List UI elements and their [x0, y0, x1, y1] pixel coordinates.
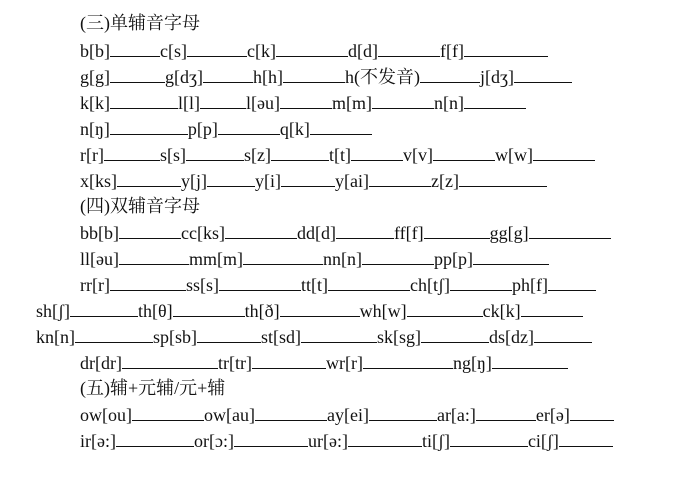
answer-blank[interactable]	[186, 144, 244, 161]
answer-blank[interactable]	[378, 40, 440, 57]
answer-blank[interactable]	[450, 274, 512, 291]
item: ir[ə:]	[80, 431, 116, 451]
answer-blank[interactable]	[173, 300, 245, 317]
answer-blank[interactable]	[75, 326, 153, 343]
row-5	[80, 144, 595, 166]
item: ch[tʃ]	[410, 275, 450, 295]
answer-blank[interactable]	[336, 222, 394, 239]
item: sp[sb]	[153, 327, 197, 347]
item: ll[əu]	[80, 249, 119, 269]
item: g[g]	[80, 67, 110, 87]
row-1	[80, 40, 548, 62]
item: ow[ou]	[80, 405, 132, 425]
answer-blank[interactable]	[104, 144, 160, 161]
answer-blank[interactable]	[225, 222, 297, 239]
row-8	[80, 248, 549, 270]
answer-blank[interactable]	[283, 66, 345, 83]
answer-blank[interactable]	[243, 248, 323, 265]
item: or[ɔ:]	[193, 431, 234, 451]
answer-blank[interactable]	[203, 66, 253, 83]
answer-blank[interactable]	[119, 248, 189, 265]
item: h(不发音)	[344, 67, 420, 87]
answer-blank[interactable]	[281, 170, 335, 187]
section-heading-consonant-vowel-combos: (五)辅+元辅/元+辅	[80, 378, 226, 398]
item: k[k]	[80, 93, 110, 113]
item: ow[au]	[204, 405, 255, 425]
item: c[k]	[246, 41, 276, 61]
answer-blank[interactable]	[280, 92, 332, 109]
item: ng[ŋ]	[452, 353, 492, 373]
answer-blank[interactable]	[362, 248, 434, 265]
answer-blank[interactable]	[421, 326, 489, 343]
section-heading-single-consonants: (三)单辅音字母	[80, 13, 200, 33]
answer-blank[interactable]	[187, 40, 247, 57]
answer-blank[interactable]	[450, 430, 528, 447]
item: tt[t]	[301, 275, 328, 295]
item: n[ŋ]	[80, 119, 110, 139]
item: b[b]	[80, 41, 110, 61]
item: y[j]	[181, 171, 207, 191]
row-11	[36, 326, 592, 348]
item: l[əu]	[246, 93, 280, 113]
item: sk[sg]	[377, 327, 421, 347]
row-10	[36, 300, 583, 322]
row-6	[80, 170, 547, 192]
answer-blank[interactable]	[424, 222, 490, 239]
item: w[w]	[494, 145, 533, 165]
answer-blank[interactable]	[348, 430, 422, 447]
answer-blank[interactable]	[200, 92, 246, 109]
answer-blank[interactable]	[433, 144, 495, 161]
item: tr[tr]	[217, 353, 252, 373]
answer-blank[interactable]	[276, 40, 348, 57]
answer-blank[interactable]	[234, 430, 308, 447]
item: ur[ə:]	[307, 431, 348, 451]
answer-blank[interactable]	[110, 40, 160, 57]
row-2	[80, 66, 572, 88]
item: s[s]	[159, 145, 186, 165]
answer-blank[interactable]	[492, 352, 568, 369]
row-4	[80, 118, 372, 140]
item: r[r]	[80, 145, 104, 165]
item: ds[dz]	[489, 327, 534, 347]
answer-blank[interactable]	[372, 92, 434, 109]
answer-blank[interactable]	[473, 248, 549, 265]
item: rr[r]	[80, 275, 110, 295]
item: s[z]	[243, 145, 271, 165]
answer-blank[interactable]	[464, 92, 526, 109]
answer-blank[interactable]	[119, 222, 181, 239]
item: nn[n]	[322, 249, 362, 269]
item: t[t]	[328, 145, 351, 165]
answer-blank[interactable]	[514, 66, 572, 83]
row-12	[80, 352, 568, 374]
item: bb[b]	[80, 223, 119, 243]
answer-blank[interactable]	[117, 170, 181, 187]
item: dr[dr]	[80, 353, 122, 373]
item: d[d]	[347, 41, 378, 61]
answer-blank[interactable]	[301, 326, 377, 343]
answer-blank[interactable]	[271, 144, 329, 161]
item: wr[r]	[325, 353, 363, 373]
item: dd[d]	[296, 223, 336, 243]
answer-blank[interactable]	[533, 144, 595, 161]
item: ar[a:]	[436, 405, 476, 425]
answer-blank[interactable]	[132, 404, 204, 421]
row-7	[80, 222, 611, 244]
item: st[sd]	[261, 327, 301, 347]
item: th[θ]	[138, 301, 173, 321]
item: v[v]	[402, 145, 433, 165]
answer-blank[interactable]	[521, 300, 583, 317]
section-heading-double-consonants: (四)双辅音字母	[80, 196, 200, 216]
answer-blank[interactable]	[420, 66, 480, 83]
answer-blank[interactable]	[369, 170, 431, 187]
item: c[s]	[160, 41, 187, 61]
item: y[ai]	[335, 171, 369, 191]
answer-blank[interactable]	[110, 118, 188, 135]
item: cc[ks]	[181, 223, 225, 243]
item: kn[n]	[36, 327, 75, 347]
item: g[dʒ]	[165, 67, 203, 87]
answer-blank[interactable]	[363, 352, 453, 369]
answer-blank[interactable]	[110, 66, 165, 83]
answer-blank[interactable]	[122, 352, 218, 369]
answer-blank[interactable]	[559, 430, 613, 447]
row-14	[80, 430, 613, 452]
item: wh[w]	[359, 301, 407, 321]
item: j[dʒ]	[479, 67, 514, 87]
answer-blank[interactable]	[207, 170, 255, 187]
item: m[m]	[331, 93, 372, 113]
answer-blank[interactable]	[328, 274, 410, 291]
answer-blank[interactable]	[110, 274, 186, 291]
answer-blank[interactable]	[570, 404, 614, 421]
item: ss[s]	[185, 275, 219, 295]
answer-blank[interactable]	[476, 404, 536, 421]
item: ck[k]	[482, 301, 521, 321]
answer-blank[interactable]	[459, 170, 547, 187]
item: ph[f]	[511, 275, 548, 295]
answer-blank[interactable]	[280, 300, 360, 317]
item: gg[g]	[489, 223, 529, 243]
item: ci[ʃ]	[527, 431, 559, 451]
item: th[ð]	[244, 301, 280, 321]
item: f[f]	[439, 41, 464, 61]
answer-blank[interactable]	[70, 300, 138, 317]
answer-blank[interactable]	[218, 118, 280, 135]
answer-blank[interactable]	[548, 274, 596, 291]
answer-blank[interactable]	[197, 326, 261, 343]
item: ti[ʃ]	[421, 431, 450, 451]
item: p[p]	[187, 119, 218, 139]
row-13	[80, 404, 614, 426]
answer-blank[interactable]	[116, 430, 194, 447]
item: h[h]	[252, 67, 283, 87]
answer-blank[interactable]	[534, 326, 592, 343]
item: x[ks]	[80, 171, 117, 191]
answer-blank[interactable]	[369, 404, 437, 421]
answer-blank[interactable]	[252, 352, 326, 369]
answer-blank[interactable]	[464, 40, 548, 57]
item: pp[p]	[433, 249, 473, 269]
answer-blank[interactable]	[310, 118, 372, 135]
answer-blank[interactable]	[351, 144, 403, 161]
item: sh[ʃ]	[36, 301, 70, 321]
item: l[l]	[178, 93, 200, 113]
row-9	[80, 274, 596, 296]
item: er[ə]	[535, 405, 570, 425]
item: ay[ei]	[326, 405, 369, 425]
answer-blank[interactable]	[529, 222, 611, 239]
item: q[k]	[279, 119, 310, 139]
item: z[z]	[430, 171, 459, 191]
item: mm[m]	[188, 249, 243, 269]
answer-blank[interactable]	[407, 300, 483, 317]
row-3	[80, 92, 526, 114]
answer-blank[interactable]	[219, 274, 301, 291]
answer-blank[interactable]	[110, 92, 178, 109]
item: n[n]	[433, 93, 464, 113]
answer-blank[interactable]	[255, 404, 327, 421]
item: y[i]	[255, 171, 281, 191]
item: ff[f]	[393, 223, 424, 243]
